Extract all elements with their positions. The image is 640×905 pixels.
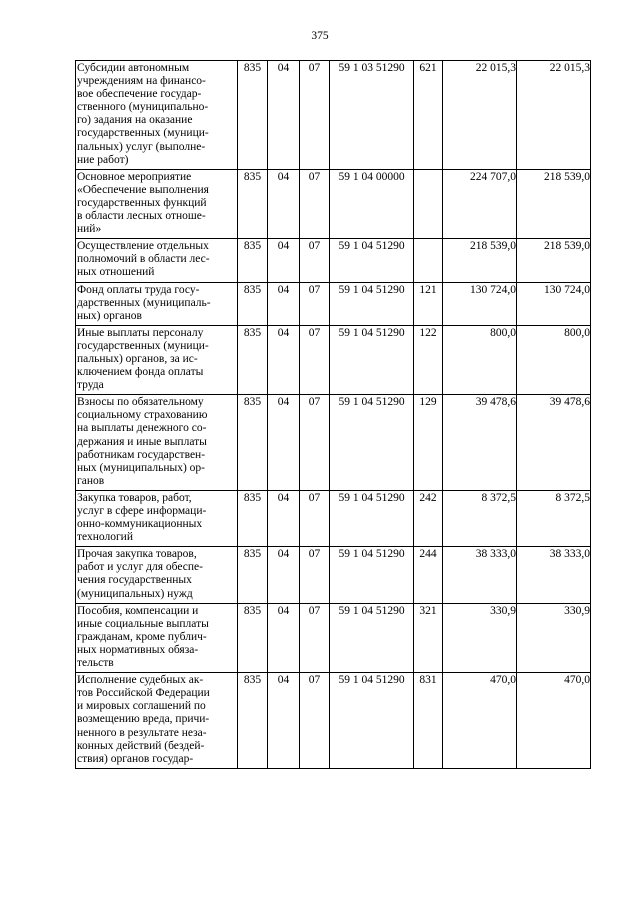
section-code-cell: 04 bbox=[268, 673, 300, 769]
amount-cell: 8 372,5 bbox=[517, 490, 591, 546]
row-name-cell: Основное мероприятие «Обеспечение выполнения государственных функций в области лесных отноше- ний» bbox=[76, 169, 238, 238]
target-article-cell: 59 1 04 51290 bbox=[330, 395, 414, 491]
section-code-cell: 04 bbox=[268, 547, 300, 603]
ministry-code-cell: 835 bbox=[238, 490, 268, 546]
section-code-cell: 04 bbox=[268, 239, 300, 282]
amount-cell: 22 015,3 bbox=[443, 61, 517, 170]
table-row bbox=[76, 603, 591, 672]
ministry-code-cell: 835 bbox=[238, 395, 268, 491]
target-article-cell: 59 1 03 51290 bbox=[330, 61, 414, 170]
amount-cell: 39 478,6 bbox=[517, 395, 591, 491]
expense-type-cell: 244 bbox=[414, 547, 443, 603]
subsection-code-cell: 07 bbox=[300, 239, 330, 282]
amount-cell: 330,9 bbox=[517, 603, 591, 672]
amount-cell: 130 724,0 bbox=[443, 282, 517, 325]
target-article-cell: 59 1 04 51290 bbox=[330, 325, 414, 394]
subsection-code-cell: 07 bbox=[300, 169, 330, 238]
amount-cell: 224 707,0 bbox=[443, 169, 517, 238]
ministry-code-cell: 835 bbox=[238, 547, 268, 603]
table-row bbox=[76, 395, 591, 491]
table-row bbox=[76, 239, 591, 282]
ministry-code-cell: 835 bbox=[238, 282, 268, 325]
subsection-code-cell: 07 bbox=[300, 325, 330, 394]
section-code-cell: 04 bbox=[268, 395, 300, 491]
ministry-code-cell: 835 bbox=[238, 325, 268, 394]
table-row bbox=[76, 61, 591, 170]
expense-type-cell: 129 bbox=[414, 395, 443, 491]
row-name-cell: Пособия, компенсации и иные социальные выплаты гражданам, кроме публич- ных нормативных обяза- тельств bbox=[76, 603, 238, 672]
expense-type-cell bbox=[414, 239, 443, 282]
expense-type-cell: 122 bbox=[414, 325, 443, 394]
row-name-cell: Закупка товаров, работ, услуг в сфере информаци- онно-коммуникационных технологий bbox=[76, 490, 238, 546]
expense-type-cell: 121 bbox=[414, 282, 443, 325]
target-article-cell: 59 1 04 51290 bbox=[330, 547, 414, 603]
amount-cell: 38 333,0 bbox=[443, 547, 517, 603]
expense-type-cell: 242 bbox=[414, 490, 443, 546]
row-name-cell: Осуществление отдельных полномочий в области лес- ных отношений bbox=[76, 239, 238, 282]
amount-cell: 330,9 bbox=[443, 603, 517, 672]
row-name-cell: Иные выплаты персоналу государственных (муници- пальных) органов, за ис- ключением фонда оплаты труда bbox=[76, 325, 238, 394]
target-article-cell: 59 1 04 51290 bbox=[330, 673, 414, 769]
row-name-cell: Взносы по обязательному социальному страхованию на выплаты денежного со- держания и иные выплаты работникам государствен- ных (муниципальных) ор- ганов bbox=[76, 395, 238, 491]
target-article-cell: 59 1 04 51290 bbox=[330, 490, 414, 546]
subsection-code-cell: 07 bbox=[300, 673, 330, 769]
row-name-cell: Фонд оплаты труда госу- дарственных (муниципаль- ных) органов bbox=[76, 282, 238, 325]
table-row bbox=[76, 547, 591, 603]
target-article-cell: 59 1 04 51290 bbox=[330, 603, 414, 672]
section-code-cell: 04 bbox=[268, 61, 300, 170]
expense-type-cell: 831 bbox=[414, 673, 443, 769]
section-code-cell: 04 bbox=[268, 325, 300, 394]
budget-table bbox=[75, 60, 591, 769]
table-row bbox=[76, 673, 591, 769]
section-code-cell: 04 bbox=[268, 603, 300, 672]
amount-cell: 38 333,0 bbox=[517, 547, 591, 603]
expense-type-cell: 321 bbox=[414, 603, 443, 672]
section-code-cell: 04 bbox=[268, 490, 300, 546]
subsection-code-cell: 07 bbox=[300, 603, 330, 672]
page-number: 375 bbox=[311, 30, 329, 42]
budget-table-container bbox=[75, 60, 591, 769]
subsection-code-cell: 07 bbox=[300, 61, 330, 170]
amount-cell: 470,0 bbox=[517, 673, 591, 769]
amount-cell: 800,0 bbox=[443, 325, 517, 394]
amount-cell: 218 539,0 bbox=[443, 239, 517, 282]
amount-cell: 130 724,0 bbox=[517, 282, 591, 325]
target-article-cell: 59 1 04 51290 bbox=[330, 239, 414, 282]
subsection-code-cell: 07 bbox=[300, 547, 330, 603]
target-article-cell: 59 1 04 00000 bbox=[330, 169, 414, 238]
table-row bbox=[76, 282, 591, 325]
section-code-cell: 04 bbox=[268, 282, 300, 325]
amount-cell: 39 478,6 bbox=[443, 395, 517, 491]
expense-type-cell bbox=[414, 169, 443, 238]
table-row bbox=[76, 325, 591, 394]
ministry-code-cell: 835 bbox=[238, 673, 268, 769]
amount-cell: 218 539,0 bbox=[517, 169, 591, 238]
target-article-cell: 59 1 04 51290 bbox=[330, 282, 414, 325]
table-row bbox=[76, 490, 591, 546]
section-code-cell: 04 bbox=[268, 169, 300, 238]
ministry-code-cell: 835 bbox=[238, 239, 268, 282]
row-name-cell: Исполнение судебных ак- тов Российской Федерации и мировых соглашений по возмещению вреда, причи- ненного в результате неза- конных действий (бездей- ствия) органов государ- bbox=[76, 673, 238, 769]
table-row bbox=[76, 169, 591, 238]
expense-type-cell: 621 bbox=[414, 61, 443, 170]
ministry-code-cell: 835 bbox=[238, 603, 268, 672]
amount-cell: 8 372,5 bbox=[443, 490, 517, 546]
subsection-code-cell: 07 bbox=[300, 395, 330, 491]
amount-cell: 470,0 bbox=[443, 673, 517, 769]
amount-cell: 22 015,3 bbox=[517, 61, 591, 170]
row-name-cell: Субсидии автономным учреждениям на финансо- вое обеспечение государ- ственного (муниципально- го) задания на оказание государственных (муници- пальных) услуг (выполне- ние работ) bbox=[76, 61, 238, 170]
subsection-code-cell: 07 bbox=[300, 490, 330, 546]
amount-cell: 800,0 bbox=[517, 325, 591, 394]
amount-cell: 218 539,0 bbox=[517, 239, 591, 282]
ministry-code-cell: 835 bbox=[238, 61, 268, 170]
ministry-code-cell: 835 bbox=[238, 169, 268, 238]
subsection-code-cell: 07 bbox=[300, 282, 330, 325]
row-name-cell: Прочая закупка товаров, работ и услуг для обеспе- чения государственных (муниципальных) нужд bbox=[76, 547, 238, 603]
